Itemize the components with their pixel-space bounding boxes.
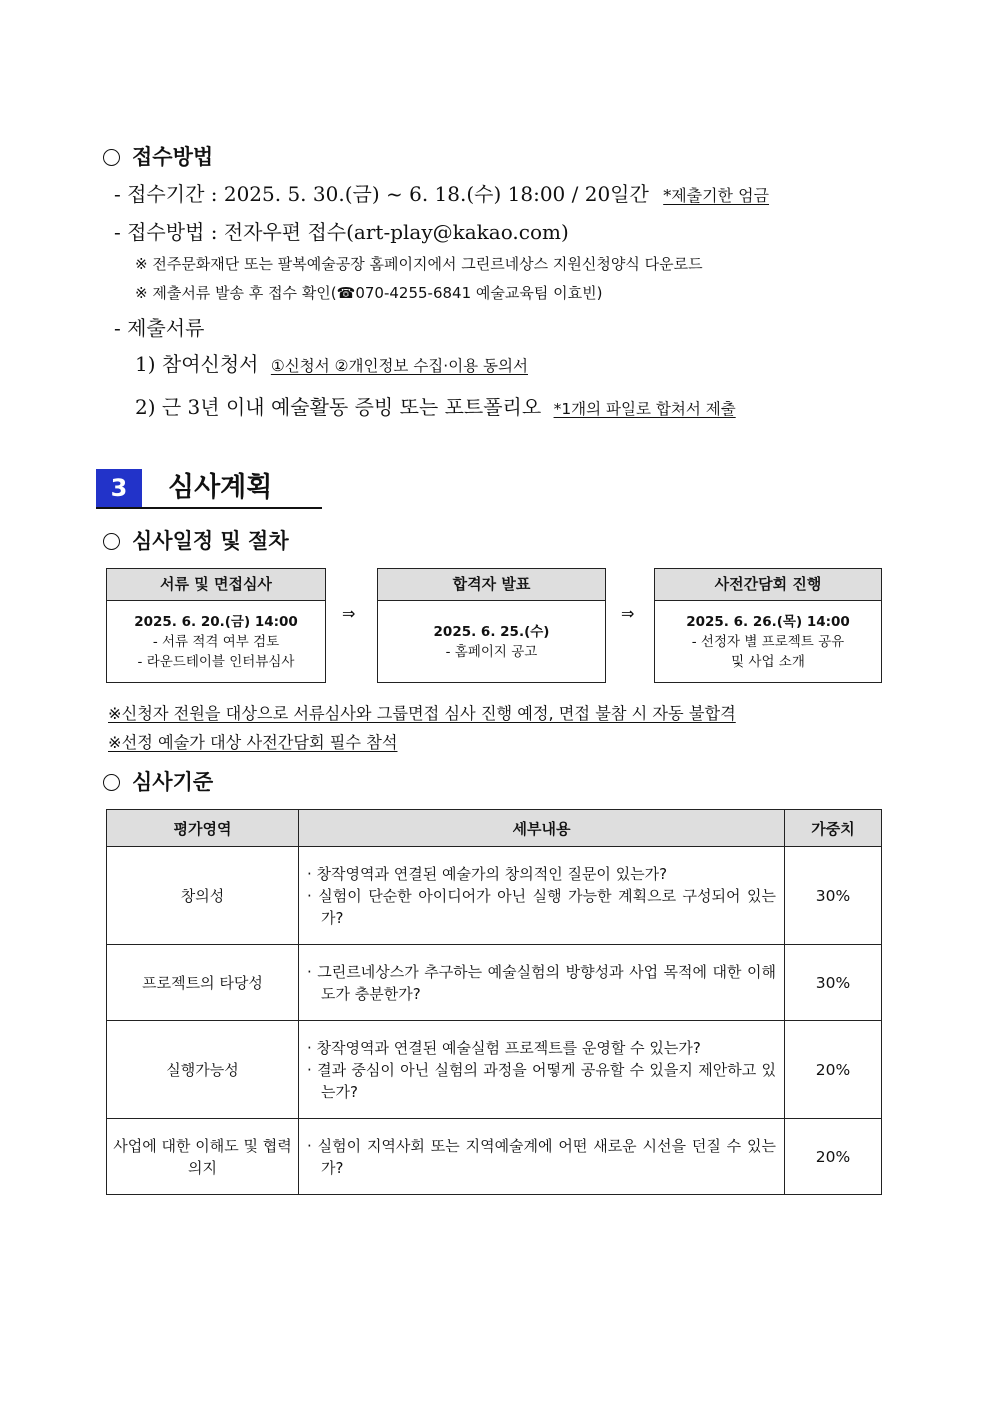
schedule-step-announce (377, 568, 606, 683)
section-underline (96, 507, 322, 509)
step-date: 2025. 6. 26.(목) 14:00 (686, 614, 850, 630)
reception-period-note: *제출기한 엄금 (663, 186, 770, 205)
section-number: 3 (96, 469, 142, 507)
criteria-detail: · 창작영역과 연결된 예술실험 프로젝트를 운영할 수 있는가? · 결과 중심이 아닌 실험의 과정을 어떻게 공유할 수 있을지 제안하고 있는가? (299, 1021, 785, 1119)
doc2-note: *1개의 파일로 합쳐서 제출 (553, 400, 736, 418)
step-date: 2025. 6. 25.(수) (433, 624, 550, 640)
reception-period-line (114, 178, 769, 207)
criteria-table (106, 809, 882, 1195)
doc1-label: 1) 참여신청서 (135, 352, 259, 376)
reception-note-download: ※ 전주문화재단 또는 팔복예술공장 홈페이지에서 그린르네상스 지원신청양식 다운로드 (135, 255, 703, 273)
schedule-note-interview: ※신청자 전원을 대상으로 서류심사와 그룹면접 심사 진행 예정, 면접 불참 시 자동 불합격 (108, 704, 736, 723)
column-header: 평가영역 (107, 810, 299, 847)
reception-method: - 접수방법 : 전자우편 접수(art-play@kakao.com) (114, 220, 569, 244)
criteria-weight: 30% (785, 945, 882, 1021)
step-title: 서류 및 면접심사 (107, 569, 325, 601)
reception-period: - 접수기간 : 2025. 5. 30.(금) ~ 6. 18.(수) 18:00 / 20일간 (114, 182, 649, 206)
doc1-line (135, 348, 528, 377)
step-detail: - 서류 적격 여부 검토 (152, 634, 280, 650)
doc2-line (135, 391, 736, 420)
column-header: 가중치 (785, 810, 882, 847)
step-detail: - 홈페이지 공고 (445, 644, 538, 660)
reception-heading: 접수방법 (103, 141, 213, 171)
step-detail: - 라운드테이블 인터뷰심사 (137, 654, 295, 670)
circle-bullet-icon (103, 774, 120, 791)
criteria-area: 실행가능성 (107, 1021, 299, 1119)
step-detail: - 선정자 별 프로젝트 공유 (691, 634, 845, 650)
table-row (107, 1119, 882, 1195)
criteria-area: 창의성 (107, 847, 299, 945)
table-row (107, 1021, 882, 1119)
criteria-weight: 30% (785, 847, 882, 945)
table-row (107, 847, 882, 945)
table-header-row (107, 810, 882, 847)
schedule-note-meeting: ※선정 예술가 대상 사전간담회 필수 참석 (108, 733, 398, 752)
criteria-detail: · 창작영역과 연결된 예술가의 창의적인 질문이 있는가? · 실험이 단순한 아이디어가 아닌 실행 가능한 계획으로 구성되어 있는가? (299, 847, 785, 945)
right-arrow-icon: ⇒ (342, 604, 356, 623)
right-arrow-icon: ⇒ (621, 604, 635, 623)
step-date: 2025. 6. 20.(금) 14:00 (134, 614, 298, 630)
criteria-weight: 20% (785, 1119, 882, 1195)
column-header: 세부내용 (299, 810, 785, 847)
criteria-heading: 심사기준 (103, 766, 213, 796)
circle-bullet-icon (103, 533, 120, 550)
reception-note-confirm: ※ 제출서류 발송 후 접수 확인(☎070-4255-6841 예술교육팀 이효빈) (135, 284, 603, 302)
criteria-detail: · 그린르네상스가 추구하는 예술실험의 방향성과 사업 목적에 대한 이해도가 충분한가? (299, 945, 785, 1021)
docs-heading: - 제출서류 (114, 316, 205, 340)
doc2-label: 2) 근 3년 이내 예술활동 증빙 또는 포트폴리오 (135, 395, 542, 419)
criteria-weight: 20% (785, 1021, 882, 1119)
section-title: 심사계획 (168, 472, 273, 503)
criteria-area: 사업에 대한 이해도 및 협력의지 (107, 1119, 299, 1195)
schedule-step-review (106, 568, 326, 683)
criteria-detail: · 실험이 지역사회 또는 지역예술계에 어떤 새로운 시선을 던질 수 있는가? (299, 1119, 785, 1195)
criteria-area: 프로젝트의 타당성 (107, 945, 299, 1021)
step-title: 사전간담회 진행 (655, 569, 881, 601)
doc1-detail: ①신청서 ②개인정보 수집·이용 동의서 (270, 357, 528, 375)
step-detail: 및 사업 소개 (731, 654, 805, 670)
schedule-heading: 심사일정 및 절차 (103, 525, 289, 555)
circle-bullet-icon (103, 149, 120, 166)
table-row (107, 945, 882, 1021)
schedule-step-meeting (654, 568, 882, 683)
step-title: 합격자 발표 (378, 569, 605, 601)
